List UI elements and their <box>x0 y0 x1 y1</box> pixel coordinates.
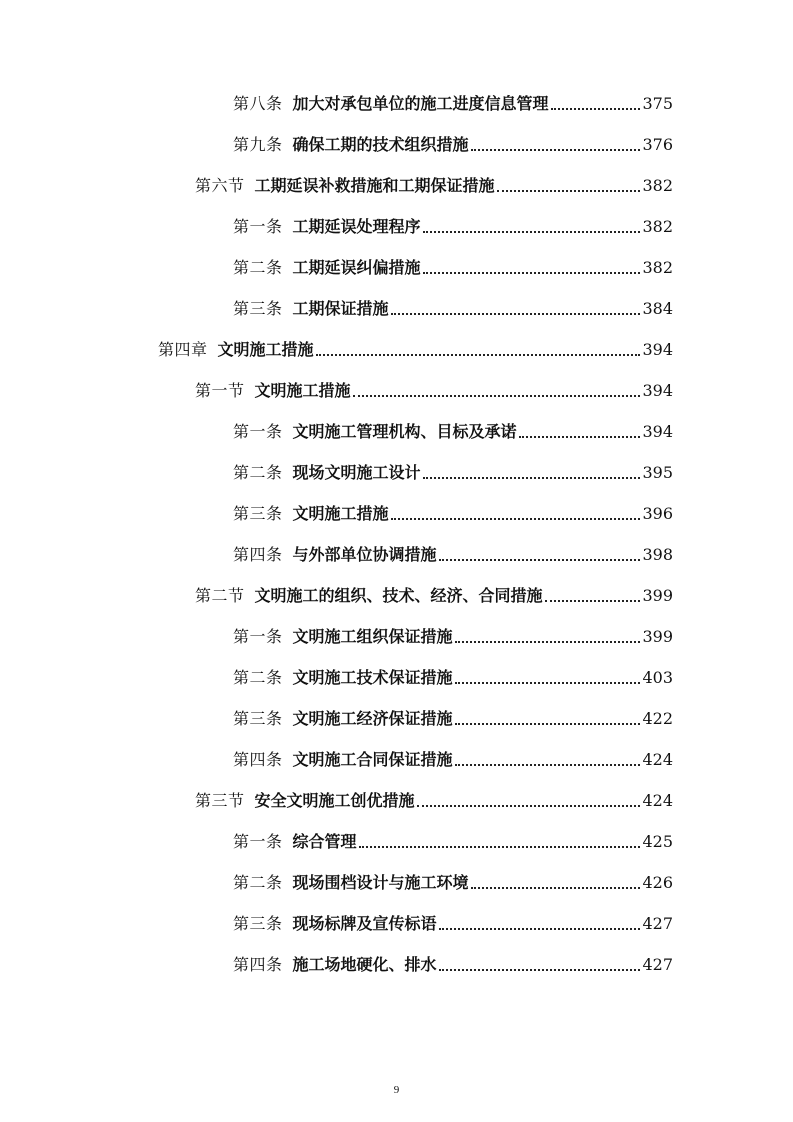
toc-entry-title: 加大对承包单位的施工进度信息管理 <box>292 94 549 113</box>
toc-entry-title: 现场标牌及宣传标语 <box>292 914 437 933</box>
toc-entry-page: 398 <box>642 545 673 564</box>
dot-leader <box>471 887 641 889</box>
toc-entry-page: 396 <box>642 504 673 523</box>
dot-leader <box>423 477 641 479</box>
dot-leader <box>439 969 641 971</box>
dot-leader <box>439 928 641 930</box>
toc-entry[interactable] <box>233 664 673 688</box>
toc-entry[interactable] <box>233 746 673 770</box>
toc-entry-title: 确保工期的技术组织措施 <box>292 135 469 154</box>
toc-entry[interactable] <box>233 213 673 237</box>
dot-leader <box>423 272 641 274</box>
toc-entry-page: 382 <box>642 217 673 236</box>
toc-entry-number: 第八条 <box>233 94 283 113</box>
toc-entry-page: 427 <box>642 955 673 974</box>
toc-entry-title: 工期延误补救措施和工期保证措施 <box>254 176 495 195</box>
toc-entry[interactable] <box>195 172 673 196</box>
toc-entry-number: 第四条 <box>233 545 283 564</box>
toc-entry-title: 文明施工措施 <box>254 381 351 400</box>
toc-entry-title: 安全文明施工创优措施 <box>254 791 415 810</box>
toc-entry-page: 422 <box>642 709 673 728</box>
toc-entry[interactable] <box>233 623 673 647</box>
toc-entry[interactable] <box>233 90 673 114</box>
toc-entry-title: 文明施工的组织、技术、经济、合同措施 <box>254 586 543 605</box>
toc-entry[interactable] <box>233 295 673 319</box>
toc-entry-page: 403 <box>642 668 673 687</box>
toc-entry-title: 文明施工组织保证措施 <box>292 627 453 646</box>
toc-entry[interactable] <box>158 336 673 360</box>
toc-entry-page: 426 <box>642 873 673 892</box>
toc-entry-number: 第四条 <box>233 955 283 974</box>
dot-leader <box>391 313 641 315</box>
toc-entry[interactable] <box>233 131 673 155</box>
toc-entry-page: 394 <box>642 340 673 359</box>
dot-leader <box>353 395 641 397</box>
toc-entry-number: 第四章 <box>158 340 208 359</box>
toc-entry[interactable] <box>233 828 673 852</box>
toc-entry-number: 第二节 <box>195 586 245 605</box>
toc-entry[interactable] <box>195 377 673 401</box>
toc-entry[interactable] <box>195 787 673 811</box>
page-footer-number: 9 <box>393 1084 400 1096</box>
toc-entry-number: 第一条 <box>233 627 283 646</box>
toc-entry-title: 文明施工管理机构、目标及承诺 <box>292 422 517 441</box>
dot-leader <box>423 231 641 233</box>
toc-entry[interactable] <box>233 869 673 893</box>
toc-entry-page: 425 <box>642 832 673 851</box>
dot-leader <box>519 436 641 438</box>
dot-leader <box>359 846 641 848</box>
toc-entry-title: 工期延误纠偏措施 <box>292 258 421 277</box>
dot-leader <box>471 149 641 151</box>
toc-entry-title: 工期延误处理程序 <box>292 217 421 236</box>
toc-entry-page: 399 <box>642 627 673 646</box>
toc-entry-number: 第一条 <box>233 422 283 441</box>
toc-entry-page: 394 <box>642 381 673 400</box>
toc-entry-page: 424 <box>642 791 673 810</box>
toc-entry-number: 第一节 <box>195 381 245 400</box>
toc-entry-page: 384 <box>642 299 673 318</box>
toc-entry-page: 395 <box>642 463 673 482</box>
dot-leader <box>316 354 641 356</box>
toc-entry-number: 第三节 <box>195 791 245 810</box>
toc-entry-number: 第三条 <box>233 914 283 933</box>
dot-leader <box>497 190 641 192</box>
toc-entry-number: 第三条 <box>233 709 283 728</box>
toc-entry-number: 第九条 <box>233 135 283 154</box>
dot-leader <box>417 805 641 807</box>
toc-entry-page: 427 <box>642 914 673 933</box>
toc-entry[interactable] <box>233 418 673 442</box>
toc-entry-number: 第一条 <box>233 832 283 851</box>
toc-entry-number: 第二条 <box>233 258 283 277</box>
toc-entry-title: 文明施工措施 <box>292 504 389 523</box>
dot-leader <box>439 559 641 561</box>
toc-entry-number: 第三条 <box>233 299 283 318</box>
toc-entry-number: 第六节 <box>195 176 245 195</box>
toc-entry-number: 第二条 <box>233 668 283 687</box>
toc-entry[interactable] <box>195 582 673 606</box>
toc-entry-number: 第二条 <box>233 463 283 482</box>
toc-entry-page: 399 <box>642 586 673 605</box>
toc-entry-title: 文明施工经济保证措施 <box>292 709 453 728</box>
toc-entry-number: 第四条 <box>233 750 283 769</box>
toc-entry-title: 文明施工技术保证措施 <box>292 668 453 687</box>
dot-leader <box>551 108 641 110</box>
toc-entry-title: 文明施工合同保证措施 <box>292 750 453 769</box>
toc-entry-page: 394 <box>642 422 673 441</box>
toc-entry-page: 424 <box>642 750 673 769</box>
toc-entry-title: 现场围档设计与施工环境 <box>292 873 469 892</box>
dot-leader <box>545 600 641 602</box>
toc-entry[interactable] <box>233 541 673 565</box>
toc-entry-title: 现场文明施工设计 <box>292 463 421 482</box>
toc-entry[interactable] <box>233 705 673 729</box>
toc-entry-page: 376 <box>642 135 673 154</box>
toc-entry[interactable] <box>233 951 673 975</box>
dot-leader <box>455 764 641 766</box>
dot-leader <box>455 641 641 643</box>
toc-entry-number: 第三条 <box>233 504 283 523</box>
dot-leader <box>455 723 641 725</box>
toc-entry-page: 382 <box>642 176 673 195</box>
toc-entry-page: 375 <box>642 94 673 113</box>
dot-leader <box>455 682 641 684</box>
toc-entry-title: 与外部单位协调措施 <box>292 545 437 564</box>
toc-entry[interactable] <box>233 500 673 524</box>
toc-entry-page: 382 <box>642 258 673 277</box>
toc-entry[interactable] <box>233 459 673 483</box>
toc-entry-title: 综合管理 <box>292 832 357 851</box>
toc-entry-number: 第一条 <box>233 217 283 236</box>
toc-entry[interactable] <box>233 254 673 278</box>
dot-leader <box>391 518 641 520</box>
toc-entry-title: 工期保证措施 <box>292 299 389 318</box>
toc-entry[interactable] <box>233 910 673 934</box>
toc-entry-number: 第二条 <box>233 873 283 892</box>
toc-entry-title: 文明施工措施 <box>217 340 314 359</box>
toc-entry-title: 施工场地硬化、排水 <box>292 955 437 974</box>
